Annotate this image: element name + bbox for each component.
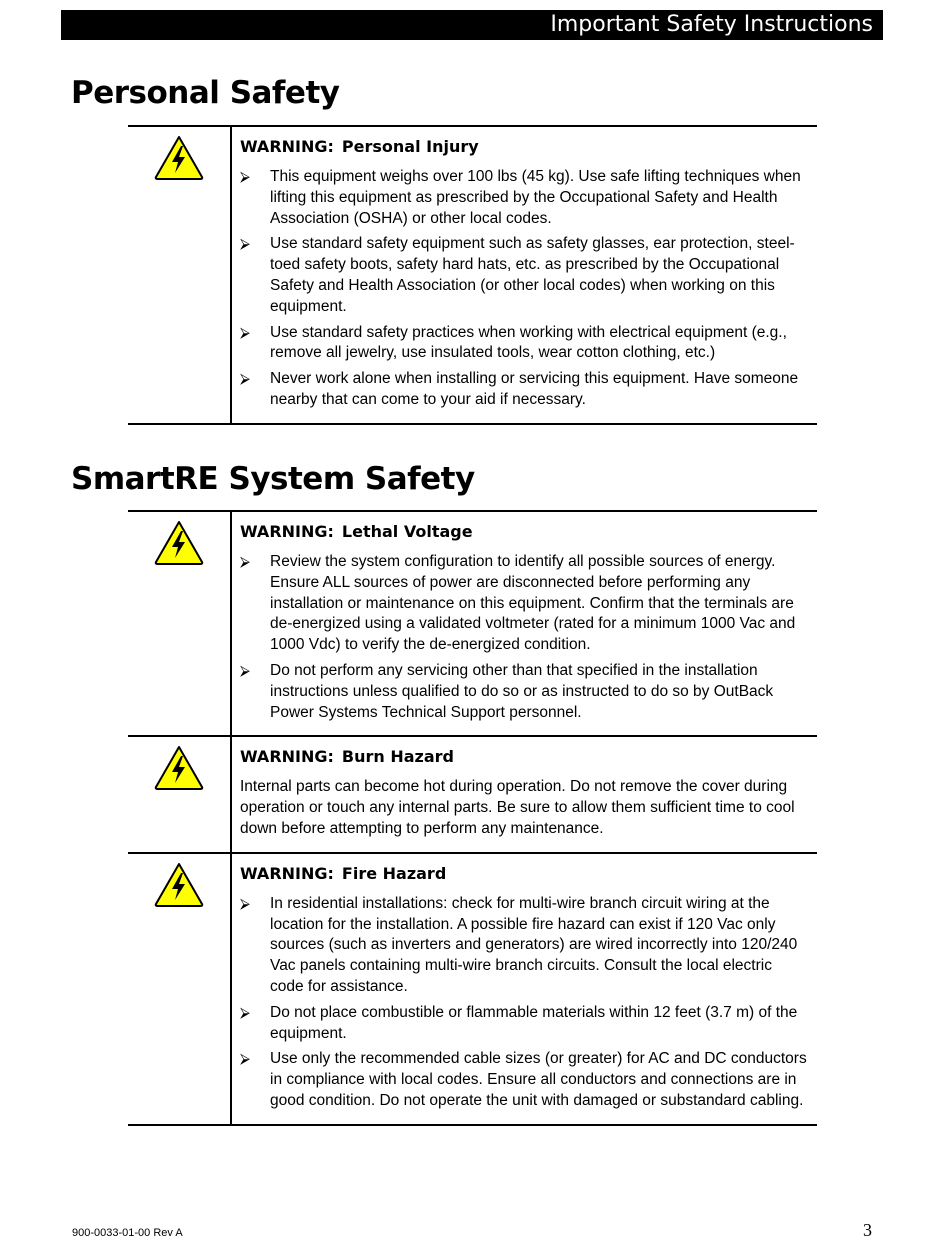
bullet-item (240, 894, 809, 998)
warning-label: WARNING: (240, 522, 334, 541)
arrowhead-bullet-icon: ⮚ (240, 895, 250, 912)
arrowhead-bullet-icon: ⮚ (240, 236, 250, 253)
bullet-text: In residential installations: check for multi-wire branch circuit wiring at the location for the installation. A possible fire hazard can exist if 120 Vac only sources (such as inverters and generators) are wired incorrectly into 120/240 Vac panels containing multi-wire branch circuits. Consult the local electric code for assistance. (270, 894, 798, 995)
arrowhead-bullet-icon: ⮚ (240, 662, 250, 679)
warning-icon-cell (128, 512, 232, 735)
bullet-item (240, 1003, 809, 1045)
warning-heading: Burn Hazard (341, 747, 454, 767)
warning-label: WARNING: (240, 137, 334, 156)
warning-bullet-list (240, 167, 809, 411)
warning-label: WARNING: (240, 747, 334, 767)
arrowhead-bullet-icon: ⮚ (240, 169, 250, 185)
page-number: 3 (863, 1220, 872, 1240)
warning-heading: Lethal Voltage (341, 522, 473, 541)
warning-text-cell (232, 127, 817, 423)
bullet-text: This equipment weighs over 100 lbs (45 kg). Use safe lifting techniques when lifting this equipment as prescribed by the Occupational Safety and Health Association (OSHA) or other local codes. (270, 168, 801, 227)
bullet-text: Use standard safety practices when working with electrical equipment (e.g., remove all jewelry, use insulated tools, wear cotton clothing, etc.) (270, 323, 787, 362)
high-voltage-warning-icon (154, 135, 204, 180)
bullet-item (240, 323, 809, 365)
section-title-personal-safety: Personal Safety (71, 75, 340, 111)
warning-bullet-list (240, 894, 809, 1112)
warning-row-personal-injury (128, 125, 817, 425)
warning-text-cell (232, 854, 817, 1124)
smartre-safety-warning-table (128, 510, 817, 1126)
section-title-smartre-system-safety: SmartRE System Safety (71, 461, 475, 497)
warning-text-cell (232, 512, 817, 735)
warning-row-burn-hazard (128, 735, 817, 851)
arrowhead-bullet-icon: ⮚ (240, 371, 250, 388)
warning-row-fire-hazard (128, 852, 817, 1126)
warning-title (240, 862, 809, 886)
bullet-item (240, 167, 809, 229)
warning-heading: Personal Injury (341, 137, 479, 156)
arrowhead-bullet-icon: ⮚ (240, 1004, 250, 1021)
bullet-item (240, 1049, 809, 1111)
warning-row-lethal-voltage (128, 510, 817, 735)
warning-icon-cell (128, 737, 232, 851)
bullet-item (240, 552, 809, 656)
document-number: 900-0033-01-00 Rev A (72, 1227, 183, 1239)
personal-safety-warning-table (128, 125, 817, 425)
warning-title (240, 520, 809, 544)
header-bar (61, 10, 883, 40)
header-title: Important Safety Instructions (550, 12, 873, 37)
arrowhead-bullet-icon: ⮚ (240, 324, 250, 341)
warning-heading: Fire Hazard (341, 863, 447, 883)
warning-text-cell (232, 737, 817, 851)
high-voltage-warning-icon (154, 862, 204, 907)
bullet-item (240, 661, 809, 723)
warning-label: WARNING: (240, 863, 334, 883)
bullet-text: Use only the recommended cable sizes (or greater) for AC and DC conductors in compliance with local codes. Ensure all conductors and connections are in good condition. Do not operate the unit with damaged or substandard cabling. (270, 1050, 807, 1109)
warning-paragraph: Internal parts can become hot during operation. Do not remove the cover during operation or touch any internal parts. Be sure to allow them sufficient time to cool down before attempting to perform any maintenance. (240, 778, 795, 837)
bullet-text: Review the system configuration to identify all possible sources of energy. Ensure ALL sources of power are disconnected before performing any installation or maintenance on this equipment. Confirm that the terminals are de-energized using a validated voltmeter (rated for a minimum 1000 Vac and 1000 Vdc) to verify the de-energized condition. (270, 553, 796, 654)
bullet-text: Never work alone when installing or servicing this equipment. Have someone nearby that can come to your aid if necessary. (270, 370, 799, 408)
arrowhead-bullet-icon: ⮚ (240, 554, 250, 570)
bullet-text: Use standard safety equipment such as safety glasses, ear protection, steel-toed safety boots, safety hard hats, etc. as prescribed by the Occupational Safety and Health Association (or other local codes) when working on this equipment. (270, 235, 795, 315)
warning-icon-cell (128, 127, 232, 423)
bullet-text: Do not place combustible or flammable materials within 12 feet (3.7 m) of the equipment. (270, 1003, 798, 1042)
bullet-item (240, 369, 809, 411)
high-voltage-warning-icon (154, 520, 204, 565)
bullet-item (240, 234, 809, 317)
warning-bullet-list (240, 552, 809, 723)
warning-icon-cell (128, 854, 232, 1124)
high-voltage-warning-icon (154, 745, 204, 790)
bullet-text: Do not perform any servicing other than that specified in the installation instructions unless qualified to do so or as instructed to do so by OutBack Power Systems Technical Support personnel. (270, 661, 774, 721)
arrowhead-bullet-icon: ⮚ (240, 1051, 250, 1068)
warning-title (240, 135, 809, 159)
warning-title (240, 745, 809, 769)
